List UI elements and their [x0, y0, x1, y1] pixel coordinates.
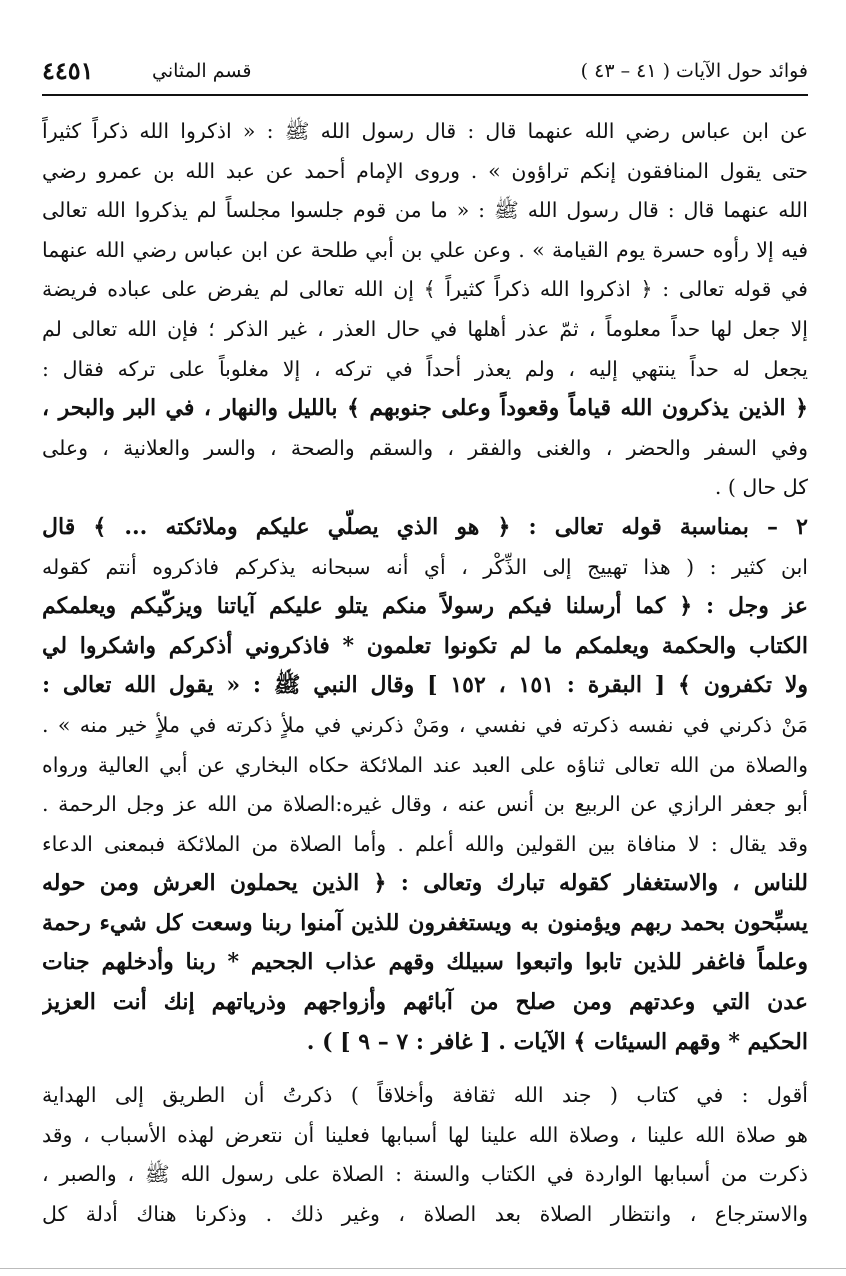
text-line: عدن التي وعدتهم ومن صلح من آبائهم وأزواجهم وذرياتهم إنك أنت العزيز: [42, 989, 808, 1016]
text-line: ابن كثير : ( هذا تهييج إلى الذِّكْر ، أي أنه سبحانه يذكركم فاذكروه أنتم كقوله: [42, 554, 808, 579]
text-line: وفي السفر والحضر ، والغنى والفقر ، والسقم والصحة ، والسر والعلانية ، وعلى: [42, 435, 808, 460]
text-line: الحكيم * وقهم السيئات ﴾ الآيات . [ غافر : ٧ – ٩ ] ) .: [306, 1028, 808, 1055]
text-line: مَنْ ذكرني في نفسه ذكرته في نفسي ، ومَنْ ذكرني في ملأٍ ذكرته في ملأٍ خير منه » .: [42, 712, 808, 737]
text-line: عن ابن عباس رضي الله عنهما قال : قال رسول الله ﷺ : « اذكروا الله ذكراً كثيراً: [42, 119, 808, 143]
footer-rule: [0, 1268, 846, 1269]
text-line: عز وجل : ﴿ كما أرسلنا فيكم رسولاً منكم يتلو عليكم آياتنا ويزكّيكم ويعلمكم: [42, 593, 808, 620]
text-line: هو صلاة الله علينا ، وصلاة الله علينا لها أسبابها فعلينا أن نتعرض لهذه الأسباب ، وقد: [42, 1122, 808, 1147]
text-line: الكتاب والحكمة ويعلمكم ما لم تكونوا تعلمون * فاذكروني أذكركم واشكروا لي: [42, 632, 808, 659]
text-line: إلا جعل لها حداً معلوماً ، ثمّ عذر أهلها في حال العذر ، غير الذكر ؛ فإن الله تعالى لم: [42, 316, 808, 341]
running-title: فوائد حول الآيات ( ٤١ – ٤٣ ): [580, 60, 808, 82]
header-rule: [42, 94, 808, 96]
text-line: والصلاة من الله تعالى ثناؤه على العبد عند الملائكة حكاه البخاري عن أبي العالية ورواه: [42, 752, 808, 777]
text-line: يجعل له حداً ينتهي إليه ، ولم يعذر أحداً في تركه ، إلا مغلوباً على تركه فقال :: [42, 356, 808, 381]
text-line: حتى يقول المنافقون إنكم تراؤون » . وروى الإمام أحمد عن عبد الله بن عمرو رضي: [42, 158, 808, 183]
text-line: الله عنهما قال : قال رسول الله ﷺ : « ما من قوم جلسوا مجلساً لم يذكروا الله تعالى: [42, 198, 808, 223]
text-line: وقد يقال : لا منافاة بين القولين والله أعلم . وأما الصلاة من الملائكة فبمعنى الدعاء: [42, 831, 808, 856]
page-header: [42, 52, 808, 96]
text-line: ﴿ الذين يذكرون الله قياماً وقعوداً وعلى جنوبهم ﴾ بالليل والنهار ، في البر والبحر ،: [42, 395, 808, 422]
section-name: قسم المثاني: [152, 60, 252, 82]
text-line: فيه إلا رأوه حسرة يوم القيامة » . وعن علي بن أبي طلحة عن ابن عباس رضي الله عنهما: [42, 237, 808, 262]
text-line: ذكرت من أسبابها الواردة في الكتاب والسنة : الصلاة على رسول الله ﷺ ، والصبر ،: [42, 1162, 808, 1187]
text-line: أقول : في كتاب ( جند الله ثقافة وأخلاقاً ) ذكرتُ أن الطريق إلى الهداية: [42, 1083, 808, 1108]
text-line: ولا تكفرون ﴾ [ البقرة : ١٥١ ، ١٥٢ ] وقال النبي ﷺ : « يقول الله تعالى :: [42, 672, 808, 699]
page-number: ٤٤٥١: [42, 56, 94, 85]
text-line: ٢ – بمناسبة قوله تعالى : ﴿ هو الذي يصلّي عليكم وملائكته ... ﴾ قال: [42, 513, 808, 540]
text-line: في قوله تعالى : ﴿ اذكروا الله ذكراً كثيراً ﴾ إن الله تعالى لم يفرض على عباده فريضة: [42, 277, 808, 302]
page-body: [42, 112, 808, 1235]
text-line: كل حال ) .: [714, 475, 808, 500]
text-line: يسبِّحون بحمد ربهم ويؤمنون به ويستغفرون للذين آمنوا ربنا وسعت كل شيء رحمة: [42, 909, 808, 936]
text-line: وعلماً فاغفر للذين تابوا واتبعوا سبيلك وقهم عذاب الجحيم * ربنا وأدخلهم جنات: [42, 949, 808, 976]
text-line: والاسترجاع ، وانتظار الصلاة بعد الصلاة ، وغير ذلك . وذكرنا هناك أدلة كل: [42, 1202, 808, 1227]
paragraph-gap: [42, 1062, 808, 1076]
text-line: للناس ، والاستغفار كقوله تبارك وتعالى : ﴿ الذين يحملون العرش ومن حوله: [42, 870, 808, 897]
text-line: أبو جعفر الرازي عن الربيع بن أنس عنه ، وقال غيره:الصلاة من الله عز وجل الرحمة .: [42, 792, 808, 817]
